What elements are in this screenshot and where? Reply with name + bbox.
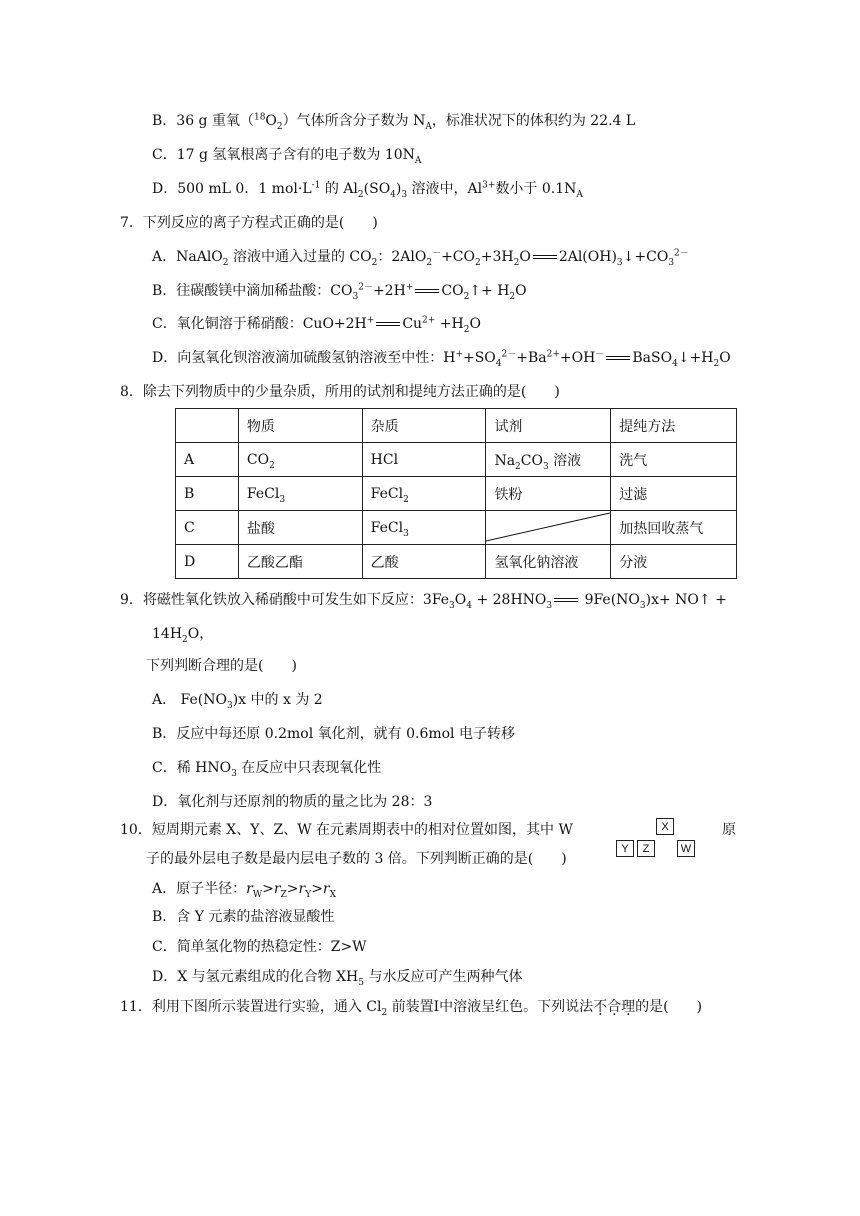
table-header-cell <box>176 409 239 443</box>
table-cell: FeCl$_3$ <box>238 477 362 511</box>
diagonal-slash <box>486 511 610 544</box>
table-header-cell: 提纯方法 <box>611 409 737 443</box>
q10-stem-line2: 子的最外层电子数是最内层电子数的 3 倍。下列判断正确的是( ) <box>146 851 567 867</box>
table-cell: B <box>176 477 239 511</box>
equals-sign <box>604 353 632 363</box>
table-header-cell: 试剂 <box>486 409 611 443</box>
table-cell: 盐酸 <box>238 511 362 545</box>
table-header-row <box>176 409 737 443</box>
table-row <box>176 477 737 511</box>
table-cell: 乙酸乙酯 <box>238 545 362 579</box>
element-cell-y: Y <box>616 840 634 857</box>
q9-option-d: D．氧化剂与还原剂的物质的量之比为 28：3 <box>152 794 433 810</box>
table-cell: 洗气 <box>611 443 737 477</box>
table-header-cell: 杂质 <box>362 409 486 443</box>
table-row <box>176 545 737 579</box>
q9-stem-line2: $14H_2O$， <box>152 626 214 645</box>
q7-option-a: A．NaAlO$_2$ 溶液中通入过量的 $CO_2$：$2AlO_2^-+CO_2+3H_2O$ $2Al(OH)_3↓+CO_3^{2-}$ <box>152 248 689 268</box>
table-cell: FeCl$_3$ <box>362 511 486 545</box>
table-cell: 过滤 <box>611 477 737 511</box>
equals-sign <box>531 252 559 262</box>
q7-option-d: D．向氢氧化钡溶液滴加硫酸氢钠溶液至中性：$H^++SO_4^{2-}+Ba^{2+}+OH^-$ $BaSO_4↓+H_2O$ <box>152 349 731 369</box>
q6-option-c: C．17 g 氢氧根离子含有的电子数为 $10N_A$ <box>152 147 422 166</box>
q10-option-d: D．X 与氢元素组成的化合物 $XH_5$ 与水反应可产生两种气体 <box>152 969 523 988</box>
table-cell: D <box>176 545 239 579</box>
q7-option-c: C．氧化铜溶于稀硝酸：CuO+2H+ $Cu^{2+} +H_2O$ <box>152 315 481 335</box>
table-row <box>176 443 737 477</box>
q10-option-b: B．含 Y 元素的盐溶液显酸性 <box>152 909 335 925</box>
q8-table <box>175 408 737 579</box>
q11-stem: 11．利用下图所示装置进行实验，通入 $Cl_2$ 前装置Ⅰ中溶液呈红色。下列说法不合理的是( ) <box>120 999 703 1018</box>
q9-stem-line3: 下列判断合理的是( ) <box>146 658 297 674</box>
table-row <box>176 511 737 545</box>
q9-option-a: A． $Fe(NO_3)x$ 中的 x 为 2 <box>152 692 323 711</box>
element-cell-z: Z <box>637 840 655 857</box>
table-cell: 铁粉 <box>486 477 611 511</box>
element-cell-w: W <box>677 840 695 857</box>
equals-sign <box>374 319 402 329</box>
q10-option-a: A．原子半径：$r_W>r_Z>r_Y>r_X$ <box>152 881 337 900</box>
table-header-cell: 物质 <box>238 409 362 443</box>
table-cell: 加热回收蒸气 <box>611 511 737 545</box>
table-cell: HCl <box>362 443 486 477</box>
q10-stem-line1-end: 原 <box>722 822 736 838</box>
table-cell: 乙酸 <box>362 545 486 579</box>
equals-sign <box>552 595 580 605</box>
q6-option-b: B．36 g 重氧$(^{18}O_2)$气体所含分子数为 $N_A$，标准状况下的体积约为 22.4 L <box>152 112 636 132</box>
q10-stem-line1: 10．短周期元素 X、Y、Z、W 在元素周期表中的相对位置如图，其中 W <box>120 822 573 838</box>
q9-stem-line1: 9．将磁性氧化铁放入稀硝酸中可发生如下反应：$3Fe_3O_4 + 28HNO_3$ $9Fe(NO_3)x+$ NO↑ + <box>120 592 727 611</box>
q6-option-d: D．500 mL 0．1 $mol\cdot L^{-1}$ 的 $Al_2(SO_4)_3$ 溶液中，$Al^{3+}$数小于 $0.1N_A$ <box>152 180 583 200</box>
q9-option-b: B．反应中每还原 0.2mol 氧化剂，就有 0.6mol 电子转移 <box>152 726 515 742</box>
equals-sign <box>413 286 441 296</box>
periodic-table-fragment <box>616 818 698 860</box>
table-cell: C <box>176 511 239 545</box>
q7-option-b: B．往碳酸镁中滴加稀盐酸：$CO_3^{2-}+2H^+$ $CO_2↑+ H_2O$ <box>152 282 527 302</box>
q9-option-c: C．稀 $HNO_3$ 在反应中只表现氧化性 <box>152 760 382 779</box>
q8-stem: 8．除去下列物质中的少量杂质，所用的试剂和提纯方法正确的是( ) <box>120 384 560 400</box>
q10-option-c: C．简单氢化物的热稳定性：Z>W <box>152 939 367 955</box>
q7-stem: 7．下列反应的离子方程式正确的是( ) <box>120 215 378 231</box>
table-cell: FeCl$_2$ <box>362 477 486 511</box>
table-cell: A <box>176 443 239 477</box>
element-cell-x: X <box>656 818 674 835</box>
empty-slash-cell <box>486 511 611 545</box>
table-cell: 氢氧化钠溶液 <box>486 545 611 579</box>
table-cell: $Na_2CO_3$ 溶液 <box>486 443 611 477</box>
table-cell: $CO_2$ <box>238 443 362 477</box>
table-cell: 分液 <box>611 545 737 579</box>
